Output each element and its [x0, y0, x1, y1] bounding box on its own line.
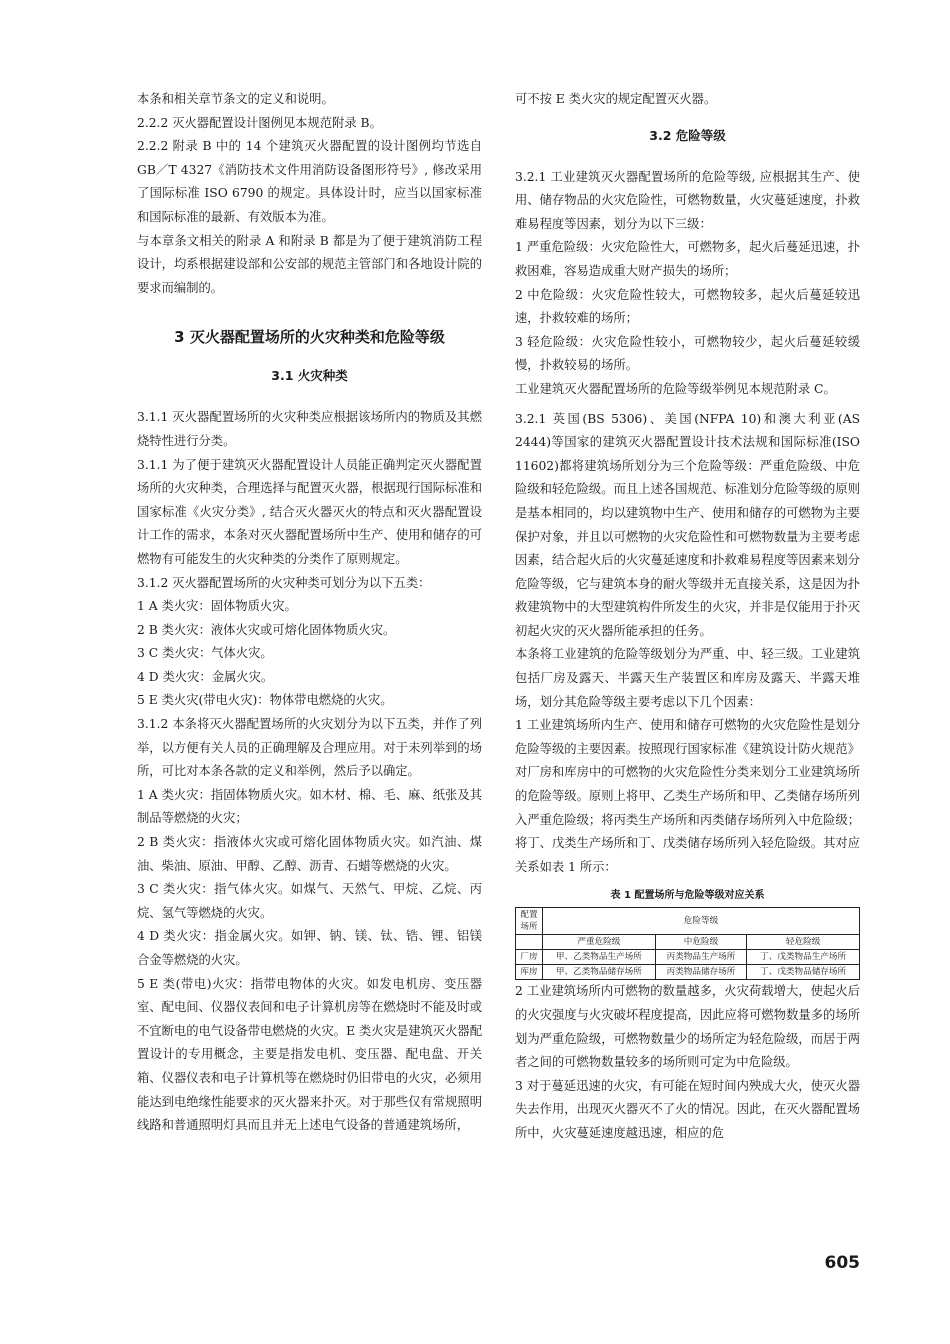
- list-item: 2 工业建筑场所内可燃物的数量越多，火灾荷载增大，使起火后的火灾强度与火灾破坏程度提高，因此应将可燃物数量多的场所划为严重危险级，可燃物数量少的场所定为轻危险级，而居于两者之间的可燃物数量较多的场所则可定为中危险级。: [515, 984, 860, 1070]
- table-cell: 丁、戊类物品储存场所: [747, 965, 860, 980]
- paragraph: 3.1.1 灭火器配置场所的火灾种类应根据该场所内的物质及其燃烧特性进行分类。: [137, 410, 482, 448]
- list-item: 5 E 类火灾(带电火灾)：物体带电燃烧的火灾。: [137, 693, 393, 708]
- list-item: 3 C 类火灾：气体火灾。: [137, 646, 273, 661]
- table-cell: 丙类物品生产场所: [655, 950, 746, 965]
- paragraph: 3.2.1 工业建筑灭火器配置场所的危险等级, 应根据其生产、使用、储存物品的火灾危险性，可燃物数量，火灾蔓延速度，扑救难易程度等因素，划分为以下三级：: [515, 169, 860, 231]
- list-item: 4 D 类火灾：指金属火灾。如钾、钠、镁、钛、锆、锂、铝镁合金等燃烧的火灾。: [137, 929, 482, 967]
- paragraph: 与本章条文相关的附录 A 和附录 B 都是为了便于建筑消防工程设计，均系根据建设部和公安部的规范主管部门和各地设计院的要求而编制的。: [137, 233, 482, 295]
- table-header: 配置场所: [516, 908, 543, 935]
- list-item: 2 B 类火灾：液体火灾或可熔化固体物质火灾。: [137, 622, 396, 637]
- list-item: 3 对于蔓延迅速的火灾，有可能在短时间内殃成大火，使灭火器失去作用，出现灭火器灭不了火的情况。因此，在灭火器配置场所中，火灾蔓延速度越迅速，相应的危: [515, 1078, 860, 1140]
- list-item: 5 E 类(带电)火灾：指带电物体的火灾。如发电机房、变压器室、配电间、仪器仪表间和电子计算机房等在燃烧时不能及时或不宜断电的电气设备带电燃烧的火灾。E 类火灾是建筑灭火器配置设计的专用概念，主要是指发电机、变压器、配电盘、开关箱、仪器仪表和电子计算机等在燃烧时仍旧带电的火灾，必须用能达到电绝缘性能要求的灭火器来扑灭。对于那些仅有常规照明线路和普通照明灯具而且并无上述电气设备的普通建筑场所，: [137, 976, 482, 1133]
- table-header: 中危险级: [655, 935, 746, 950]
- paragraph: 3.1.1 为了便于建筑灭火器配置设计人员能正确判定灭火器配置场所的火灾种类，合理选择与配置灭火器，根据现行国际标准和国家标准《火灾分类》, 结合灭火器灭火的特点和灭火器配置设计工作的需求，本条对灭火器配置场所中生产、使用和储存的可燃物有可能发生的火灾种类的分类作了原则规定。: [137, 457, 482, 566]
- table-cell: 甲、乙类物品生产场所: [543, 950, 656, 965]
- right-column: [515, 88, 860, 1146]
- list-item: 3 轻危险级：火灾危险性较小，可燃物较少，起火后蔓延较缓慢，扑救较易的场所。: [515, 334, 860, 373]
- paragraph: 本条和相关章节条文的定义和说明。: [137, 92, 334, 106]
- list-item: 1 严重危险级：火灾危险性大，可燃物多，起火后蔓延迅速，扑救困难，容易造成重大财产损失的场所；: [515, 240, 860, 278]
- paragraph: 可不按 E 类火灾的规定配置灭火器。: [515, 92, 717, 106]
- hazard-table: [515, 907, 860, 980]
- section-title: 3.1 火灾种类: [271, 368, 348, 384]
- paragraph: 3.2.1 英国(BS 5306)、美国(NFPA 10)和澳大利亚(AS 2444)等国家的建筑灭火器配置设计技术法规和国际标准(ISO 11602)都将建筑场所划分为三个危险等级：严重危险级、中危险级和轻危险级。而且上述各国规范、标准划分危险等级的原则是基本相同的，均以建筑物中生产、使用和储存的可燃物为主要保护对象，并且以可燃物的火灾危险性和可燃物数量为主要考虑因素，结合起火后的火灾蔓延速度和扑救难易程度等因素来划分危险等级，它与建筑本身的耐火等级并无直接关系，这是因为扑救建筑物中的大型建筑构件所发生的火灾，并非是仅能用于扑灭初起火灾的灭火器所能承担的任务。: [515, 411, 860, 638]
- table-header: 危险等级: [543, 908, 860, 935]
- table-cell: 库房: [516, 965, 543, 980]
- paragraph: 3.1.2 灭火器配置场所的火灾种类可划分为以下五类：: [137, 575, 431, 590]
- list-item: 2 B 类火灾：指液体火灾或可熔化固体物质火灾。如汽油、煤油、柴油、原油、甲醇、乙醇、沥青、石蜡等燃烧的火灾。: [137, 835, 482, 873]
- table-row: [516, 950, 860, 965]
- table-cell: 丁、戊类物品生产场所: [747, 950, 860, 965]
- table-header: 严重危险级: [543, 935, 656, 950]
- table-cell: 厂房: [516, 950, 543, 965]
- table-header-empty: [516, 935, 543, 950]
- list-item: 1 A 类火灾：指固体物质火灾。如木材、棉、毛、麻、纸张及其制品等燃烧的火灾；: [137, 787, 482, 826]
- left-column: [137, 88, 482, 1138]
- chapter-title: 3 灭火器配置场所的火灾种类和危险等级: [174, 328, 445, 347]
- page-number: 605: [824, 1253, 860, 1273]
- list-item: 3 C 类火灾：指气体火灾。如煤气、天然气、甲烷、乙烷、丙烷、氢气等燃烧的火灾。: [137, 882, 482, 920]
- paragraph: 2.2.2 灭火器配置设计图例见本规范附录 B。: [137, 115, 382, 130]
- paragraph: 工业建筑灭火器配置场所的危险等级举例见本规范附录 C。: [515, 381, 836, 396]
- paragraph: 3.1.2 本条将灭火器配置场所的火灾划分为以下五类，并作了列举，以方便有关人员的正确理解及合理应用。对于未列举到的场所，可比对本条各款的定义和举例，然后予以确定。: [137, 717, 482, 779]
- table-title: 表 1 配置场所与危险等级对应关系: [610, 890, 765, 902]
- section-title: 3.2 危险等级: [649, 127, 726, 143]
- table-header: 轻危险级: [747, 935, 860, 950]
- paragraph: 本条将工业建筑的危险等级划分为严重、中、轻三级。工业建筑包括厂房及露天、半露天生产装置区和库房及露天、半露天堆场，划分其危险等级主要考虑以下几个因素：: [515, 647, 860, 709]
- table-row: [516, 965, 860, 980]
- list-item: 2 中危险级：火灾危险性较大，可燃物较多，起火后蔓延较迅速，扑救较难的场所；: [515, 287, 860, 326]
- list-item: 1 工业建筑场所内生产、使用和储存可燃物的火灾危险性是划分危险等级的主要因素。按照现行国家标准《建筑设计防火规范》对厂房和库房中的可燃物的火灾危险性分类来划分工业建筑场所的危险等级。原则上将甲、乙类生产场所和甲、乙类储存场所列入严重危险级；将丙类生产场所和丙类储存场所列入中危险级；将丁、戊类生产场所和丁、戊类储存场所列入轻危险级。其对应关系如表 1 所示：: [515, 718, 860, 874]
- table-row: [516, 908, 860, 935]
- list-item: 1 A 类火灾：固体物质火灾。: [137, 599, 297, 614]
- list-item: 4 D 类火灾：金属火灾。: [137, 669, 274, 684]
- paragraph: 2.2.2 附录 B 中的 14 个建筑灭火器配置的设计图例均节选自 GB／T 4327《消防技术文件用消防设备图形符号》, 修改采用了国际标准 ISO 6790 的规定。具体设计时，应当以国家标准和国际标准的最新、有效版本为准。: [137, 139, 482, 224]
- table-row: [516, 935, 860, 950]
- table-cell: 丙类物品储存场所: [655, 965, 746, 980]
- table-cell: 甲、乙类物品储存场所: [543, 965, 656, 980]
